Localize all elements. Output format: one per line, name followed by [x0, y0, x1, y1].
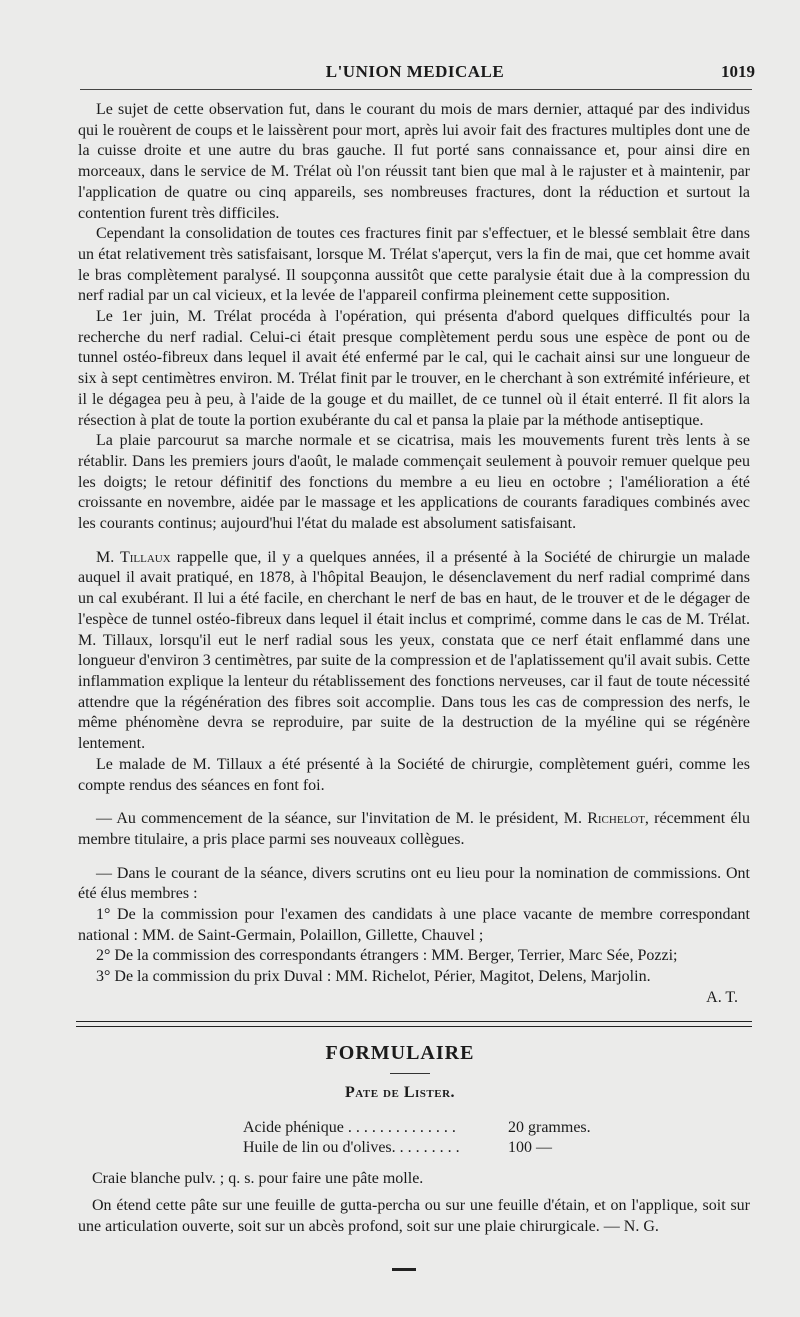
- section-divider: [76, 1021, 752, 1027]
- paragraph: La plaie parcourut sa marche normale et se cicatrisa, mais les mouvements furent très lents à se rétablir. Dans les premiers jours d'août, le malade commençait seulement à pouvoir remuer quelque peu les doigts; le retour définitif des fonctions du membre a eu lieu en octobre ; l'amélioration a été croissante en novembre, aidée par le massage et les applications de courants faradiques combinés avec les courants continus; aujourd'hui l'état du malade est absolument satisfaisant.: [78, 432, 750, 533]
- paragraph: — Dans le courant de la séance, divers scrutins ont eu lieu pour la nomination de commissions. Ont été élus membres :: [78, 864, 750, 903]
- recipe-usage: On étend cette pâte sur une feuille de gutta-percha ou sur une feuille d'étain, et on l'applique, soit sur une articulation ouverte, soit sur un abcès profond, soit sur une plaie chirurgicale. — N. G.: [78, 1197, 750, 1235]
- title-rule: [390, 1073, 430, 1074]
- recipe-title: Pate de Lister.: [344, 1084, 456, 1101]
- ingredient-row: [243, 1138, 643, 1158]
- footer-mark: [392, 1268, 416, 1271]
- ingredient-name: Huile de lin ou d'olives. . . . . . . . .: [243, 1139, 460, 1156]
- paragraph: Le 1er juin, M. Trélat procéda à l'opération, qui présenta d'abord quelques difficultés pour la recherche du nerf radial. Celui-ci était presque complètement perdu sous une espèce de pont ou de tunnel ostéo-fibreux dans lequel il avait été enfermé par le cal, qui le cachait ainsi sur une longueur de six à sept centimètres environ. M. Trélat finit par le trouver, en le cherchant à son extrémité inférieure, et il le dégagea peu à peu, à l'aide de la gouge et du maillet, de ce tunnel où il était enterré. Il fit alors la résection à plat de toute la portion exubérante du cal et pansa la plaie par la méthode antiseptique.: [78, 308, 750, 429]
- ingredient-quantity: 100 —: [508, 1139, 552, 1156]
- ingredient-quantity: 20 grammes.: [508, 1119, 591, 1136]
- member-name: Richelot: [587, 810, 645, 828]
- recipe-instruction: Craie blanche pulv. ; q. s. pour faire une pâte molle.: [92, 1170, 424, 1187]
- author-name: M. Tillaux: [96, 548, 171, 566]
- page-header: [75, 62, 755, 86]
- paragraph: Cependant la consolidation de toutes ces fractures finit par s'effectuer, et le blessé semblait être dans un état relativement très satisfaisant, lorsque M. Trélat s'aperçut, vers la fin de mai, que cet homme avait le bras complètement paralysé. Il soupçonna aussitôt que cette paralysie était due à la compression du nerf radial par un cal vicieux, et la levée de l'appareil confirma pleinement cette supposition.: [78, 225, 750, 305]
- article-body: [78, 100, 750, 1009]
- paragraph-text: , récemment élu membre titulaire, a pris place parmi ses nouveaux collègues.: [78, 810, 750, 848]
- section-title: FORMULAIRE: [325, 1042, 475, 1064]
- paragraph-text: rappelle que, il y a quelques années, il a présenté à la Société de chirurgie un malade auquel il avait pratiqué, en 1878, à l'hôpital Beaujon, le désenclavement du nerf radial comprimé dans un cal exubérant. Il lui a été facile, en cherchant le nerf de bas en haut, de le trouver et de le dégager de l'espèce de tunnel ostéo-fibreux dans lequel il était inclus et comprimé, comme dans le cas de M. Trélat. M. Tillaux, lorsqu'il eut le nerf radial sous les yeux, constata que ce nerf était enflammé dans une longueur d'environ 3 centimètres, par suite de la compression et de l'aplatissement qu'il avait subis. Cette inflammation explique la lenteur du rétablissement des fonctions nerveuses, car il faut de toute nécessité attendre que la régénération des fibres soit accomplie. Dans tous les cas de compression des nerfs, le même phénomène devra se reproduire, par suite de la destruction de la myéline qui se régénère lentement.: [78, 548, 750, 753]
- signature: A. T.: [706, 988, 738, 1006]
- paragraph: [78, 809, 750, 850]
- paragraph-text: — Au commencement de la séance, sur l'invitation de M. le président, M.: [96, 810, 588, 828]
- paragraph: [78, 548, 750, 755]
- recipe-text: [78, 1168, 750, 1237]
- list-item: 1° De la commission pour l'examen des candidats à une place vacante de membre correspondant national : MM. de Saint-Germain, Polaillon, Gillette, Chauvel ;: [78, 906, 750, 944]
- header-rule: [80, 89, 752, 90]
- running-title: L'UNION MEDICALE: [325, 62, 505, 81]
- list-item: 2° De la commission des correspondants étrangers : MM. Berger, Terrier, Marc Sée, Pozzi;: [96, 947, 678, 965]
- ingredient-name: Acide phénique . . . . . . . . . . . . . .: [243, 1119, 456, 1136]
- list-item: 3° De la commission du prix Duval : MM. Richelot, Périer, Magitot, Delens, Marjolin.: [96, 968, 651, 986]
- ingredient-list: [243, 1118, 643, 1158]
- paragraph: Le malade de M. Tillaux a été présenté à la Société de chirurgie, complètement guéri, comme les compte rendus des séances en font foi.: [78, 755, 750, 794]
- ingredient-row: [243, 1118, 643, 1138]
- page-number: 1019: [721, 62, 755, 81]
- paragraph: Le sujet de cette observation fut, dans le courant du mois de mars dernier, attaqué par des individus qui le rouèrent de coups et le laissèrent pour mort, après lui avoir fait des fractures multiples dont une de la cuisse droite et une autre du bras gauche. Il fut porté sans connaissance et, pour ainsi dire en morceaux, dans le service de M. Trélat où l'on réussit tant bien que mal à le rajuster et à maintenir, par l'application de quatre ou cinq appareils, ses nombreuses fractures, dont la réduction et surtout la contention furent très difficiles.: [78, 101, 750, 222]
